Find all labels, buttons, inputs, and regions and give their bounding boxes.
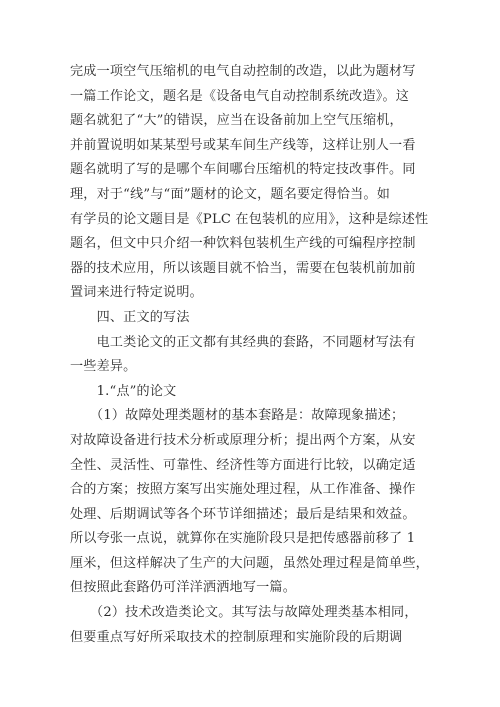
text-line: 器的技术应用，所以该题目就不恰当，需要在包装机前加前 — [70, 260, 416, 276]
text-line: 一篇工作论文，题名是《设备电气自动控制系统改造》。这 — [70, 88, 410, 104]
text-line: 置词来进行特定说明。 — [70, 285, 203, 301]
text-line: 一些差异。 — [70, 359, 137, 375]
text-line: 合的方案；按照方案写出实施处理过程，从工作准备、操作 — [70, 482, 416, 498]
text-line: 题名，但文中只介绍一种饮料包装机生产线的可编程序控制 — [70, 236, 416, 252]
text-line: （2）技术改造类论文。其写法与故障处理类基本相同， — [70, 605, 418, 621]
text-line: 有学员的论文题目是《PLC 在包装机的应用》，这种是综述性 — [70, 211, 429, 227]
text-line: 题名就犯了“大”的错误，应当在设备前加上空气压缩机， — [70, 113, 403, 129]
document-body — [70, 60, 435, 650]
text-line: 但按照此套路仍可洋洋洒洒地写一篇。 — [70, 580, 296, 596]
text-line: 题名就明了写的是哪个车间哪台压缩机的特定技改事件。同 — [70, 162, 416, 178]
text-line: 电工类论文的正文都有其经典的套路，不同题材写法有 — [70, 334, 416, 350]
text-line: 完成一项空气压缩机的电气自动控制的改造，以此为题材写 — [70, 64, 416, 79]
text-line: 并前置说明如某某型号或某车间生产线等，这样让别人一看 — [70, 137, 416, 153]
text-line: 处理、后期调试等各个环节详细描述；最后是结果和效益。 — [70, 506, 416, 522]
text-line: 理，对于“线”与“面”题材的论文，题名要定得恰当。如 — [70, 186, 391, 202]
section-heading: 四、正文的写法 — [70, 309, 190, 325]
subsection-heading: 1.“点”的论文 — [70, 383, 177, 399]
text-line: 但要重点写好所采取技术的控制原理和实施阶段的后期调 — [70, 629, 403, 645]
text-line: 对故障设备进行技术分析或原理分析；提出两个方案，从安 — [70, 432, 416, 448]
text-line: 所以夸张一点说，就算你在实施阶段只是把传感器前移了 1 — [70, 531, 416, 547]
text-line: 厘米，但这样解决了生产的大问题，虽然处理过程是简单些， — [70, 555, 429, 571]
text-line: （1）故障处理类题材的基本套路是：故障现象描述； — [70, 408, 405, 424]
text-line: 全性、灵活性、可靠性、经济性等方面进行比较，以确定适 — [70, 457, 416, 473]
